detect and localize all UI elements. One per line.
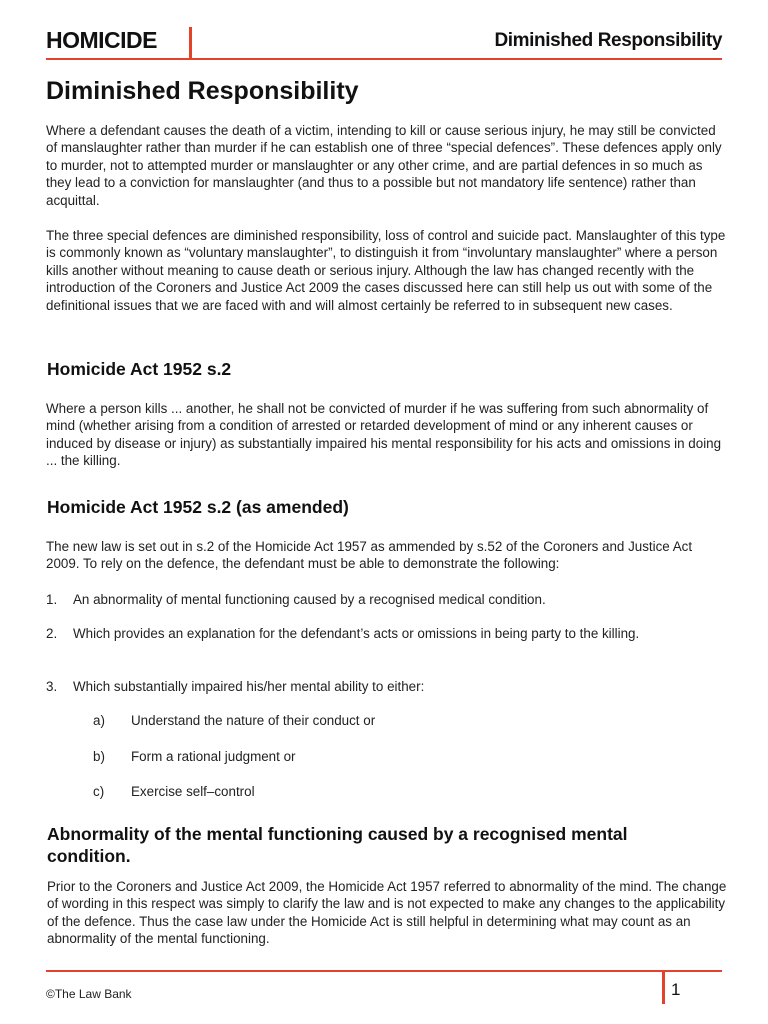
statute-quote-paragraph: Where a person kills ... another, he shall not be convicted of murder if he was suffering from such abnormality of mind (whether arising from a condition of arrested or retarded development of mind or any inherent causes or induced by disease or injury) as substantially impaired his mental responsibility for his acts and omissions in doing ... the killing. bbox=[46, 401, 722, 469]
list-item-text: Which provides an explanation for the defendant’s acts or omissions in being party to the killing. bbox=[73, 626, 640, 641]
list-item bbox=[46, 591, 726, 608]
header-divider bbox=[189, 27, 192, 58]
section-heading-as-amended: Homicide Act 1952 s.2 (as amended) bbox=[47, 497, 349, 517]
page-number: 1 bbox=[671, 980, 681, 999]
intro-paragraph-2: The three special defences are diminished responsibility, loss of control and suicide pact. Manslaughter of this type is commonly known as “voluntary manslaughter”, to distinguish it from “involuntary manslaughter” where a person kills another without meaning to cause death or serious injury. Although the law has changed recently with the introduction of the Coroners and Justice Act 2009 the cases discussed here can still help us out with some of the definitional issues that we are faced with and will almost certainly be referred to in subsequent new cases. bbox=[46, 228, 726, 313]
page-title: Diminished Responsibility bbox=[46, 77, 359, 105]
header-section-label: HOMICIDE bbox=[46, 27, 157, 53]
footer-copyright: ©The Law Bank bbox=[46, 987, 132, 1001]
list-item bbox=[46, 625, 726, 642]
list-item-number: 3. bbox=[46, 679, 58, 694]
footer-rule bbox=[46, 970, 722, 972]
sub-list-text: Understand the nature of their conduct or bbox=[131, 713, 376, 728]
amended-law-paragraph: The new law is set out in s.2 of the Homicide Act 1957 as ammended by s.52 of the Coroners and Justice Act 2009. To rely on the defence, the defendant must be able to demonstrate the following: bbox=[46, 539, 693, 572]
sub-list-item bbox=[93, 712, 375, 729]
sub-list-text: Exercise self–control bbox=[131, 784, 255, 799]
footer-divider bbox=[662, 970, 665, 1004]
list-item-number: 2. bbox=[46, 626, 58, 641]
header-topic-label: Diminished Responsibility bbox=[494, 30, 722, 51]
section-heading-abnormality: Abnormality of the mental functioning caused by a recognised mental condition. bbox=[47, 824, 628, 866]
sub-list-letter: c) bbox=[93, 784, 105, 799]
list-item-text: Which substantially impaired his/her mental ability to either: bbox=[73, 679, 425, 694]
header-rule bbox=[46, 58, 722, 60]
list-item bbox=[46, 678, 726, 695]
sub-list-text: Form a rational judgment or bbox=[131, 749, 296, 764]
sub-list-letter: b) bbox=[93, 749, 105, 764]
sub-list-item bbox=[93, 748, 295, 765]
intro-paragraph-1: Where a defendant causes the death of a victim, intending to kill or cause serious injury, he may still be convicted of manslaughter rather than murder if he can establish one of three “special defences”. These defences apply only to murder, not to attempted murder or manslaughter or any other crime, and are partial defences in so much as they lead to a conviction for manslaughter (and thus to a possible but not mandatory life sentence) rather than acquittal. bbox=[46, 123, 722, 208]
sub-list-letter: a) bbox=[93, 713, 105, 728]
section-heading-homicide-act: Homicide Act 1952 s.2 bbox=[47, 359, 232, 379]
list-item-number: 1. bbox=[46, 592, 58, 607]
list-item-text: An abnormality of mental functioning caused by a recognised medical condition. bbox=[73, 592, 546, 607]
sub-list-item bbox=[93, 783, 255, 800]
abnormality-paragraph: Prior to the Coroners and Justice Act 2009, the Homicide Act 1957 referred to abnormality of the mind. The change of wording in this respect was simply to clarify the law and is not expected to make any changes to the applicability of the defence. Thus the case law under the Homicide Act is still helpful in determining what may count as an abnormality of the mental functioning. bbox=[47, 879, 727, 947]
